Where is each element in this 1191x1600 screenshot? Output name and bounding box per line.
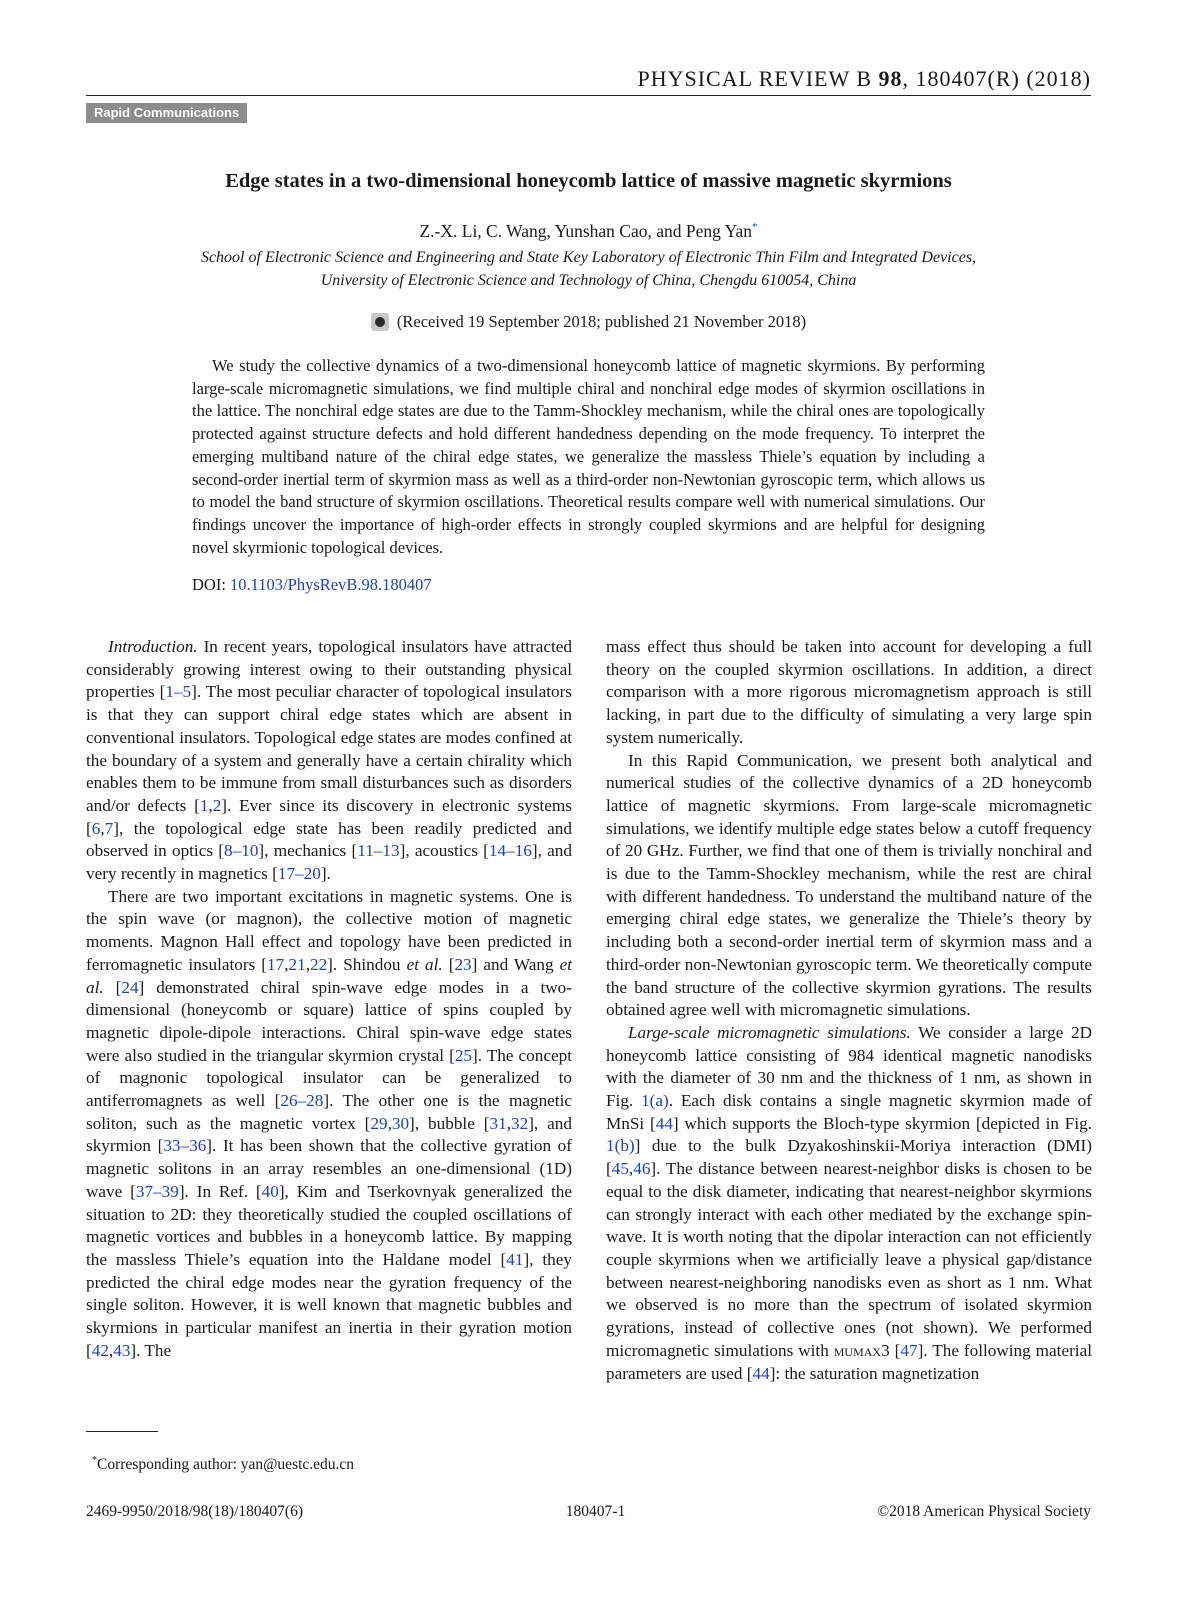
- doi-line: [192, 575, 432, 595]
- journal-name: PHYSICAL REVIEW B: [637, 66, 873, 91]
- footnote-text: Corresponding author: yan@uestc.edu.cn: [97, 1456, 355, 1474]
- doi-label: DOI:: [192, 575, 231, 594]
- journal-header: [0, 66, 1091, 92]
- footnote-mark: *: [92, 1455, 97, 1466]
- abstract: We study the collective dynamics of a two-dimensional honeycomb lattice of magnetic skyrmions. By performing large-scale micromagnetic simulations, we find multiple chiral and nonchiral edge modes of skyrmion oscillations in the lattice. The nonchiral edge states are due to the Tamm-Shockley mechanism, while the chiral ones are topologically protected against structure defects and hold different handedness depending on the mode frequency. To interpret the emerging multiband nature of the chiral edge states, we generalize the massless Thiele’s equation by including a second-order inertial term of skyrmion mass as well as a third-order non-Newtonian gyroscopic term, which allows us to model the band structure of skyrmion oscillations. Theoretical results compare well with numerical simulations. Our findings uncover the importance of high-order effects in strongly coupled skyrmions and are helpful for designing novel skyrmionic topological devices.: [192, 356, 985, 557]
- doi-link[interactable]: 10.1103/PhysRevB.98.180407: [230, 575, 432, 594]
- footer-copyright: ©2018 American Physical Society: [877, 1503, 1091, 1520]
- paragraph-mass-effect: mass effect thus should be taken into account for developing a full theory on the coupled skyrmion oscillations. In addition, a direct comparison with a more rigorous micromagnetism approach is still lacking, in part due to the difficulty of simulating a very large spin system numerically.: [606, 637, 1092, 747]
- author-list: [86, 221, 1091, 242]
- corresponding-author-link[interactable]: *: [752, 221, 758, 234]
- paragraph-simulations: Large-scale micromagnetic simulations. We consider a large 2D honeycomb lattice consisting of 984 identical magnetic nanodisks with the diameter of 30 nm and the thickness of 1 nm, as shown in Fig. 1(a). Each disk contains a single magnetic skyrmion made of MnSi [44] which supports the Bloch-type skyrmion [depicted in Fig. 1(b)] due to the bulk Dzyakoshinskii-Moriya interaction (DMI) [45,46]. The distance between nearest-neighbor disks is chosen to be equal to the disk diameter, indicating that nearest-neighbor skyrmions can strongly interact with each other mediated by the exchange spin-wave. It is worth noting that the dipolar interaction can not efficiently couple skyrmions when we artificially leave a physical gap/distance between nearest-neighboring nanodisks even as short as 1 nm. What we observed is no more than the spectrum of isolated skyrmion gyrations, instead of collective ones (not shown). We performed micromagnetic simulations with mumax3 [47]. The following material parameters are used [44]: the saturation magnetization: [606, 1022, 1092, 1383]
- footer-page-number: 180407-1: [565, 1503, 626, 1520]
- affiliation: [86, 246, 1091, 292]
- section-tag: Rapid Communications: [86, 103, 247, 123]
- footnote: [92, 1455, 354, 1474]
- crossmark-icon[interactable]: [371, 313, 389, 331]
- affiliation-line-2: University of Electronic Science and Technology of China, Chengdu 610054, China: [320, 272, 857, 289]
- right-column: [606, 636, 1092, 1385]
- paragraph-introduction: Introduction. In recent years, topological insulators have attracted considerably growing interest owing to their outstanding physical properties [1–5]. The most peculiar character of topological insulators is that they can support chiral edge states which are absent in conventional insulators. Topological edge states are modes confined at the boundary of a system and generally have a certain chirality which enables them to be immune from small disturbances such as disorders and/or defects [1,2]. Ever since its discovery in electronic systems [6,7], the topological edge state has been readily predicted and observed in optics [8–10], mechanics [11–13], acoustics [14–16], and very recently in magnetics [17–20].: [86, 637, 572, 884]
- authors: Z.-X. Li, C. Wang, Yunshan Cao, and Peng Yan: [419, 221, 753, 241]
- received-text: (Received 19 September 2018; published 21 November 2018): [396, 312, 807, 331]
- article-info: , 180407(R) (2018): [902, 66, 1091, 91]
- article-title: Edge states in a two-dimensional honeycomb lattice of massive magnetic skyrmions: [225, 170, 952, 192]
- footnote-rule: [86, 1431, 158, 1432]
- affiliation-line-1: School of Electronic Science and Engineering and State Key Laboratory of Electronic Thin Film and Integrated Devices,: [200, 249, 977, 266]
- journal-volume: 98: [878, 66, 903, 91]
- left-column: [86, 636, 572, 1363]
- footer-issn: 2469-9950/2018/98(18)/180407(6): [86, 1503, 303, 1520]
- header-rule: [86, 95, 1091, 96]
- paragraph-this-communication: In this Rapid Communication, we present both analytical and numerical studies of the collective dynamics of a 2D honeycomb lattice of magnetic skyrmions. From large-scale micromagnetic simulations, we identify multiple edge states below a cutoff frequency of 20 GHz. Further, we find that one of them is trivially nonchiral and is due to the Tamm-Shockley mechanism, while the rest are chiral with different handedness. To understand the multiband nature of the emerging chiral edge states, we generalize the Thiele’s theory by including both a second-order inertial term of skyrmion mass and a third-order non-Newtonian gyroscopic term. We theoretically compute the band structure of the collective skyrmion gyrations. The results obtained agree well with micromagnetic simulations.: [606, 750, 1092, 1020]
- paragraph-excitations: There are two important excitations in magnetic systems. One is the spin wave (or magnon), the collective motion of magnetic moments. Magnon Hall effect and topology have been predicted in ferromagnetic insulators [17,21,22]. Shindou et al. [23] and Wang et al. [24] demonstrated chiral spin-wave edge modes in a two-dimensional (honeycomb or square) lattice of spins coupled by magnetic dipole-dipole interactions. Chiral spin-wave edge states were also studied in the triangular skyrmion crystal [25]. The concept of magnonic topological insulator can be generalized to antiferromagnets as well [26–28]. The other one is the magnetic soliton, such as the magnetic vortex [29,30], bubble [31,32], and skyrmion [33–36]. It has been shown that the collective gyration of magnetic solitons in an array resembles an one-dimensional (1D) wave [37–39]. In Ref. [40], Kim and Tserkovnyak generalized the situation to 2D: they theoretically studied the coupled oscillations of magnetic vortices and bubbles in a honeycomb lattice. By mapping the massless Thiele’s equation into the Haldane model [41], they predicted the chiral edge modes near the gyration frequency of the single soliton. However, it is well known that magnetic bubbles and skyrmions in particular manifest an inertia in their gyration motion [42,43]. The: [86, 886, 573, 1360]
- received-dates: [86, 312, 1091, 332]
